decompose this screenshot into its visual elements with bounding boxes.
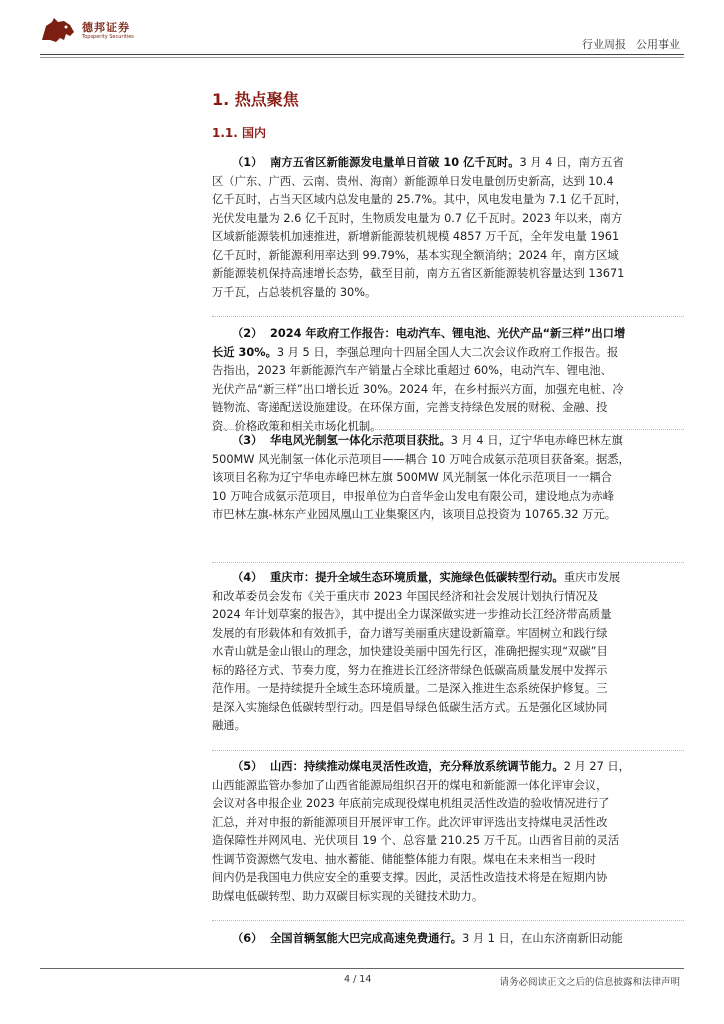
paragraph-divider xyxy=(212,429,684,431)
item-text: 新能源装机保持高速增长态势，截至目前，南方五省区新能源装机容量达到 13671 xyxy=(212,267,625,280)
item-text: 3 月 4 日，辽宁华电赤峰巴林左旗 xyxy=(450,434,623,447)
item-headline: 2024 年政府工作报告：电动汽车、锂电池、光伏产品“新三样”出口增 xyxy=(270,327,626,340)
item-number: （4） xyxy=(232,571,263,584)
section-heading: 1. 热点聚焦 xyxy=(212,90,299,109)
item-headline: 重庆市：提升全域生态环境质量，实施绿色低碳转型行动。 xyxy=(270,571,564,584)
item-text: 区域新能源装机加速推进，新增新能源装机规模 4857 万千瓦，全年发电量 1961 xyxy=(212,230,620,243)
item-headline: 长近 30%。 xyxy=(212,345,277,359)
item-text: 区（广东、广西、云南、贵州、海南）新能源单日发电量创历史新高，达到 10.4 xyxy=(212,174,614,188)
news-item-3 xyxy=(212,432,684,525)
item-text: 造保障性并网风电、光伏项目 19 个、总容量 210.25 万千瓦。山西省目前的灵活 xyxy=(212,834,620,847)
item-text: 2 月 27 日， xyxy=(563,760,630,773)
header-rule xyxy=(40,54,684,55)
news-item-5 xyxy=(212,758,684,906)
brand-name-en: Topsperity Securities xyxy=(82,34,134,40)
item-text: 光伏产品“新三样”出口增长近 30%。2024 年，在乡村振兴方面，加强充电桩、冷 xyxy=(212,382,624,396)
item-text: 3 月 1 日，在山东济南新旧动能 xyxy=(462,932,623,945)
news-item-4 xyxy=(212,569,684,736)
subsection-heading: 1.1. 国内 xyxy=(212,126,266,140)
news-item-6 xyxy=(212,930,684,949)
item-number: （3） xyxy=(232,434,263,447)
page-number: 4 / 14 xyxy=(344,974,372,985)
header-rule-thin xyxy=(40,57,684,58)
item-text: 范作用。一是持续提升全域生态环境质量。二是深入推进生态系统保护修复。三 xyxy=(212,682,608,695)
report-type: 行业周报 xyxy=(582,38,626,51)
item-text: 水青山就是金山银山的理念，加快建设美丽中国先行区，准确把握实现“双碳”目 xyxy=(212,645,608,658)
item-text: 助煤电低碳转型、助力双碳目标实现的关键技术助力。 xyxy=(212,889,484,903)
item-text: 发展的有形载体和有效抓手，奋力谱写美丽重庆建设新篇章。牢固树立和践行绿 xyxy=(212,626,608,640)
legal-disclaimer: 请务必阅读正文之后的信息披露和法律声明 xyxy=(499,977,680,988)
item-number: （2） xyxy=(232,327,263,340)
item-number: （5） xyxy=(232,760,263,773)
item-text: 3 月 5 日，李强总理向十四届全国人大二次会议作政府工作报告。报 xyxy=(276,345,619,359)
item-headline: 全国首辆氢能大巴完成高速免费通行。 xyxy=(270,932,463,945)
item-text: 重庆市发展 xyxy=(563,571,621,584)
item-text: 融通。 xyxy=(212,719,246,732)
item-text: 间内仍是我国电力供应安全的重要支撑。因此，灵活性改造技术将是在短期内协 xyxy=(212,871,608,884)
item-text: 链物流、寄递配送设施建设。在环保方面，完善支持绿色发展的财税、金融、投 xyxy=(212,401,608,414)
item-headline: 山西：持续推动煤电灵活性改造，充分释放系统调节能力。 xyxy=(270,760,564,773)
news-item-2 xyxy=(212,325,684,436)
item-text: 是深入实施绿色低碳转型行动。四是倡导绿色低碳生活方式。五是强化区域协同 xyxy=(212,700,608,714)
paragraph-divider xyxy=(212,920,684,922)
item-number: （6） xyxy=(232,932,263,945)
item-text: 500MW 风光制氢一体化示范项目——耦合 10 万吨合成氨示范项目获备案。据悉， xyxy=(212,452,630,466)
sector-name: 公用事业 xyxy=(636,38,680,51)
item-text: 光伏发电量为 2.6 亿千瓦时，生物质发电量为 0.7 亿千瓦时。2023 年以来，南方 xyxy=(212,211,623,225)
item-text: 汇总，并对申报的新能源项目开展评审工作。此次评审评选出支持煤电灵活性改 xyxy=(212,815,608,829)
item-text: 会议对各申报企业 2023 年底前完成现役煤电机组灵活性改造的验收情况进行了 xyxy=(212,797,610,810)
item-text: 该项目名称为辽宁华电赤峰巴林左旗 500MW 风光制氢一体化示范项目一一耦合 xyxy=(212,471,612,484)
footer-rule xyxy=(40,968,684,969)
item-text: 告指出，2023 年新能源汽车产销量占全球比重超过 60%，电动汽车、锂电池、 xyxy=(212,364,612,377)
report-category xyxy=(582,36,680,52)
item-text: 资、价格政策和相关市场化机制。 xyxy=(212,419,382,433)
paragraph-divider xyxy=(212,316,684,318)
item-text: 亿千瓦时，占当天区域内总发电量的 25.7%。其中，风电发电量为 7.1 亿千瓦时， xyxy=(212,193,627,206)
item-headline: 华电风光制氢一体化示范项目获批。 xyxy=(270,434,451,447)
item-text: 3 月 4 日，南方五省 xyxy=(519,156,624,169)
item-text: 山西能源监管办参加了山西省能源局组织召开的煤电和新能源一体化评审会议， xyxy=(212,778,608,792)
paragraph-divider xyxy=(212,750,684,752)
item-text: 亿千瓦时，新能源利用率达到 99.79%，基本实现全额消纳；2024 年，南方区域 xyxy=(212,248,619,262)
item-number: （1） xyxy=(232,156,263,169)
item-text: 标的路径方式、节奏力度，努力在推进长江经济带绿色低碳高质量发展中发挥示 xyxy=(212,663,608,677)
item-text: 2024 年计划草案的报告》，其中提出全力谋深做实进一步推动长江经济带高质量 xyxy=(212,608,612,621)
item-text: 万千瓦，占总装机容量的 30%。 xyxy=(212,285,377,299)
item-headline: 南方五省区新能源发电量单日首破 10 亿千瓦时。 xyxy=(270,156,520,169)
item-text: 10 万吨合成氨示范项目，申报单位为白音华金山发电有限公司，建设地点为赤峰 xyxy=(212,489,615,503)
brand-name: 德邦证券 xyxy=(82,21,130,34)
item-text: 市巴林左旗-林东产业园凤凰山工业集聚区内，该项目总投资为 10765.32 万元。 xyxy=(212,508,617,521)
item-text: 和改革委员会发布《关于重庆市 2023 年国民经济和社会发展计划执行情况及 xyxy=(212,589,599,603)
item-text: 性调节资源燃气发电、抽水蓄能、储能整体能力有限。煤电在未来相当一段时 xyxy=(212,852,597,866)
news-item-1 xyxy=(212,154,684,302)
paragraph-divider xyxy=(212,562,684,564)
bear-logo-icon xyxy=(40,16,76,46)
